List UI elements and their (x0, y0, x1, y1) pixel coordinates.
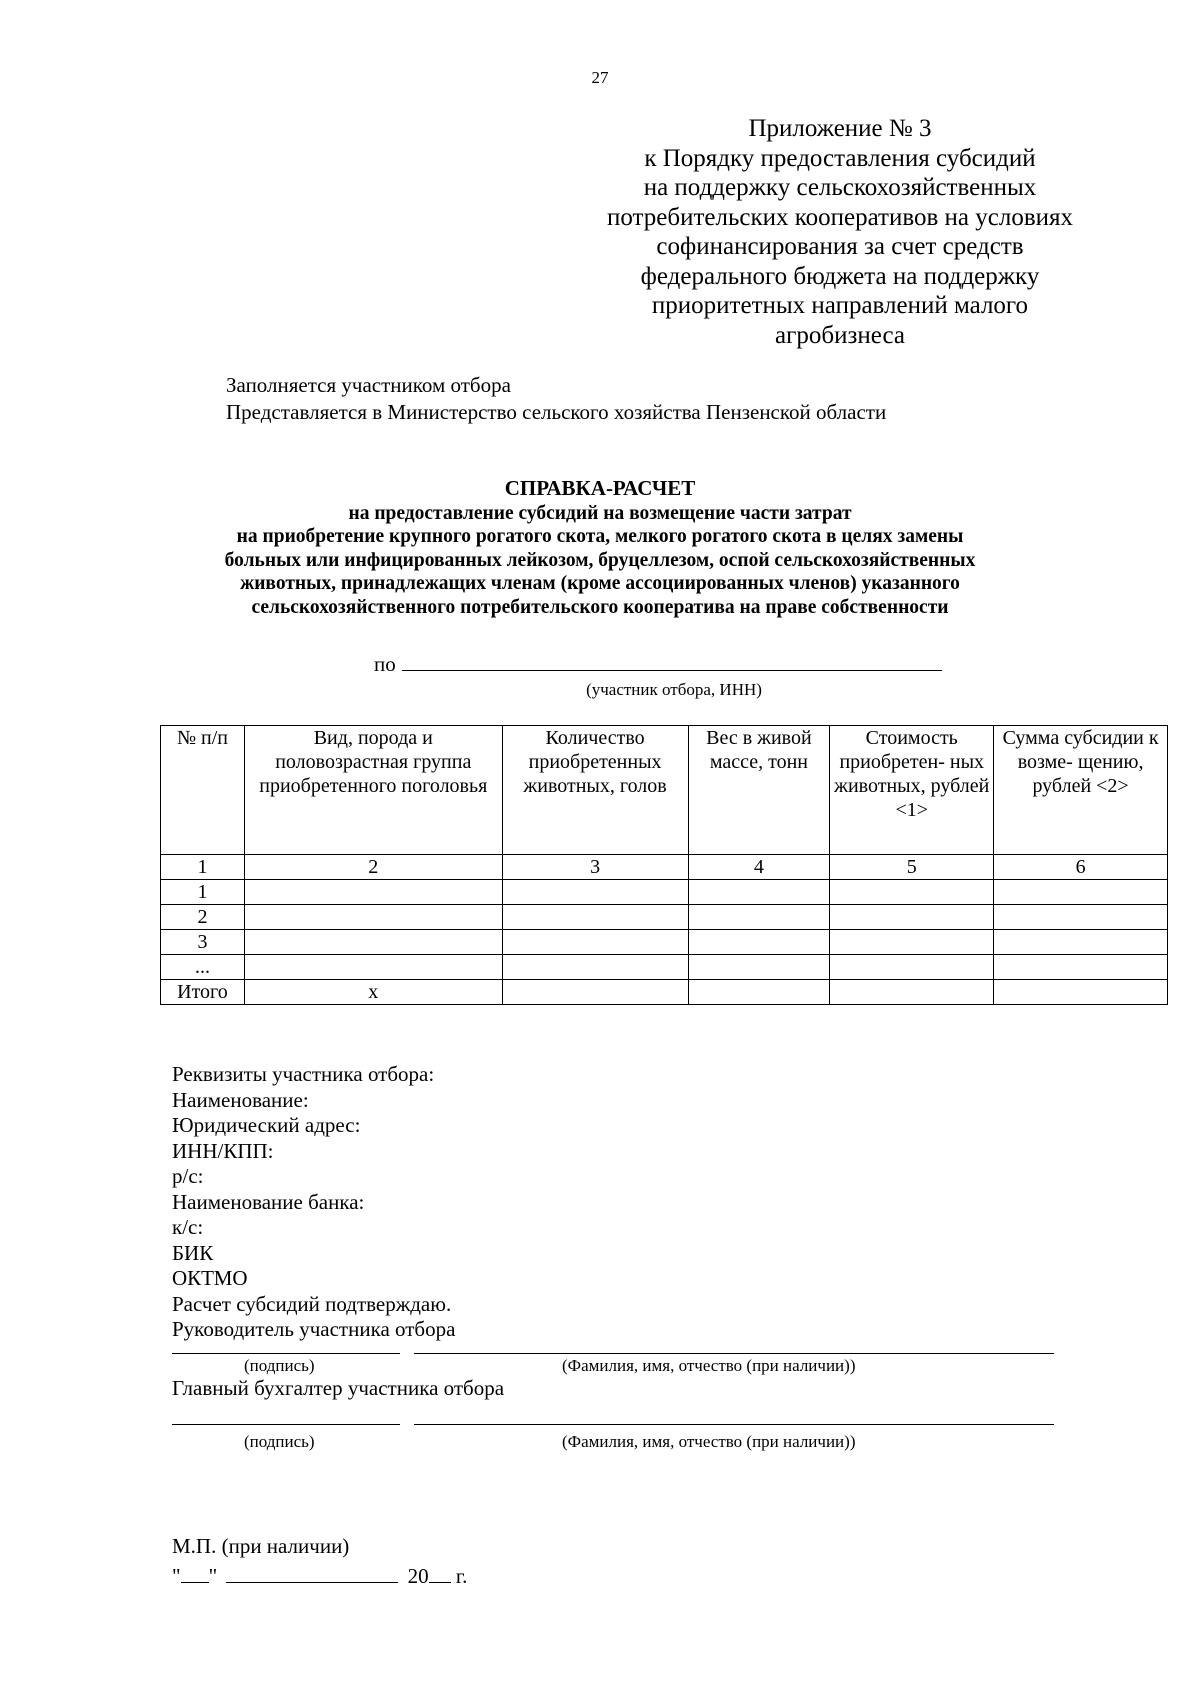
requisite-bank-name: Наименование банка: (172, 1189, 365, 1214)
requisite-corr-account: к/с: (172, 1215, 204, 1239)
table-cell[interactable] (244, 905, 502, 930)
participant-row (374, 652, 942, 677)
total-placeholder: x (244, 980, 502, 1005)
table-cell[interactable] (688, 905, 830, 930)
table-row (161, 930, 1168, 955)
appendix-line: Приложение № 3 (748, 115, 932, 142)
table-cell[interactable] (502, 905, 688, 930)
requisite-inn-kpp: ИНН/КПП: (172, 1138, 274, 1163)
date-year-prefix: 20 (407, 1564, 429, 1588)
table-cell[interactable] (994, 905, 1168, 930)
table-cell[interactable] (688, 880, 830, 905)
table-cell[interactable] (830, 905, 994, 930)
table-cell[interactable] (502, 930, 688, 955)
table-cell[interactable] (688, 980, 830, 1005)
requisite-oktmo: ОКТМО (172, 1266, 248, 1290)
chief-accountant-label: Главный бухгалтер участника отбора (172, 1376, 505, 1400)
row-number: 3 (161, 930, 245, 955)
title-line: больных или инфицированных лейкозом, бруцеллезом, оспой сельскохозяйственных (224, 549, 976, 571)
column-number: 1 (161, 855, 245, 880)
head-fio-caption: (Фамилия, имя, отчество (при наличии)) (562, 1356, 856, 1375)
column-number: 2 (244, 855, 502, 880)
date-row (172, 1564, 467, 1589)
head-signature-caption: (подпись) (244, 1356, 315, 1375)
participant-requisites (172, 1062, 455, 1343)
date-quote-open: " (172, 1564, 181, 1588)
accountant-fio-line[interactable] (414, 1424, 1054, 1425)
total-label: Итого (161, 980, 245, 1005)
appendix-line: потребительских кооперативов на условиях (606, 203, 1073, 231)
column-number: 3 (502, 855, 688, 880)
table-cell[interactable] (830, 980, 994, 1005)
title-line: на приобретение крупного рогатого скота, мелкого рогатого скота в целях замены (236, 526, 964, 547)
document-title (0, 477, 1200, 619)
appendix-header (540, 114, 1140, 350)
column-number: 4 (688, 855, 830, 880)
row-number: 2 (161, 905, 245, 930)
appendix-line: федерального бюджета на поддержку (640, 262, 1040, 290)
table-cell[interactable] (994, 955, 1168, 980)
title-main: СПРАВКА-РАСЧЕТ (504, 476, 696, 500)
date-quote-close: " (208, 1564, 218, 1588)
table-cell[interactable] (830, 930, 994, 955)
header-quantity: Количество приобретенных животных, голов (502, 726, 688, 855)
date-year-suffix: г. (455, 1564, 468, 1588)
table-cell[interactable] (830, 880, 994, 905)
table-cell[interactable] (994, 980, 1168, 1005)
participant-field[interactable] (402, 654, 942, 671)
row-number: ... (161, 955, 245, 980)
stamp-label: М.П. (при наличии) (172, 1534, 350, 1558)
header-type: Вид, порода и половозрастная группа приобретенного поголовья (244, 726, 502, 855)
date-day-field[interactable] (181, 1566, 209, 1583)
appendix-line: на поддержку сельскохозяйственных (643, 174, 1037, 201)
table-row (161, 955, 1168, 980)
accountant-signature-caption: (подпись) (244, 1432, 315, 1451)
date-month-field[interactable] (226, 1566, 398, 1583)
table-cell[interactable] (830, 955, 994, 980)
row-number: 1 (161, 880, 245, 905)
header-cost: Стоимость приобретен- ных животных, рублей <1> (830, 726, 994, 855)
table-row (161, 880, 1168, 905)
header-weight: Вес в живой массе, тонн (688, 726, 830, 855)
appendix-line: приоритетных направлений малого (651, 292, 1029, 319)
table-cell[interactable] (502, 880, 688, 905)
calculation-table (160, 725, 1168, 1005)
note-filled-by: Заполняется участником отбора (226, 373, 511, 397)
table-header-row (161, 726, 1168, 855)
column-number: 5 (830, 855, 994, 880)
table-cell[interactable] (244, 930, 502, 955)
po-label: по (374, 652, 396, 676)
table-total-row (161, 980, 1168, 1005)
date-year-field[interactable] (429, 1566, 451, 1583)
column-number: 6 (994, 855, 1168, 880)
column-numbering-row (161, 855, 1168, 880)
confirmation-text: Расчет субсидий подтверждаю. (172, 1291, 452, 1316)
appendix-line: софинансирования за счет средств (656, 233, 1024, 260)
table-cell[interactable] (244, 955, 502, 980)
table-cell[interactable] (688, 930, 830, 955)
table-cell[interactable] (244, 880, 502, 905)
requisite-address: Юридический адрес: (172, 1113, 361, 1137)
note-submitted-to: Представляется в Министерство сельского хозяйства Пензенской области (226, 400, 887, 424)
requisites-heading: Реквизиты участника отбора: (172, 1062, 435, 1086)
accountant-fio-caption: (Фамилия, имя, отчество (при наличии)) (562, 1432, 856, 1451)
table-row (161, 905, 1168, 930)
header-subsidy: Сумма субсидии к возме- щению, рублей <2> (994, 726, 1168, 855)
table-cell[interactable] (994, 880, 1168, 905)
requisite-bik: БИК (172, 1240, 214, 1265)
appendix-line: агробизнеса (775, 321, 905, 349)
head-signature-line[interactable] (172, 1353, 400, 1354)
table-cell[interactable] (502, 955, 688, 980)
header-number: № п/п (161, 726, 245, 855)
table-cell[interactable] (502, 980, 688, 1005)
table-cell[interactable] (994, 930, 1168, 955)
appendix-line: к Порядку предоставления субсидий (644, 144, 1036, 172)
head-fio-line[interactable] (414, 1353, 1054, 1354)
participant-caption: (участник отбора, ИНН) (586, 680, 762, 699)
accountant-signature-line[interactable] (172, 1424, 400, 1425)
title-line: сельскохозяйственного потребительского кооператива на праве собственности (251, 596, 949, 618)
requisite-account: р/с: (172, 1164, 204, 1188)
title-line: животных, принадлежащих членам (кроме ассоциированных членов) указанного (240, 573, 960, 594)
requisite-name: Наименование: (172, 1087, 309, 1112)
page-number: 27 (591, 68, 609, 87)
table-cell[interactable] (688, 955, 830, 980)
title-line: на предоставление субсидий на возмещение части затрат (348, 502, 852, 524)
head-label: Руководитель участника отбора (172, 1317, 456, 1341)
filling-notes (226, 372, 886, 426)
